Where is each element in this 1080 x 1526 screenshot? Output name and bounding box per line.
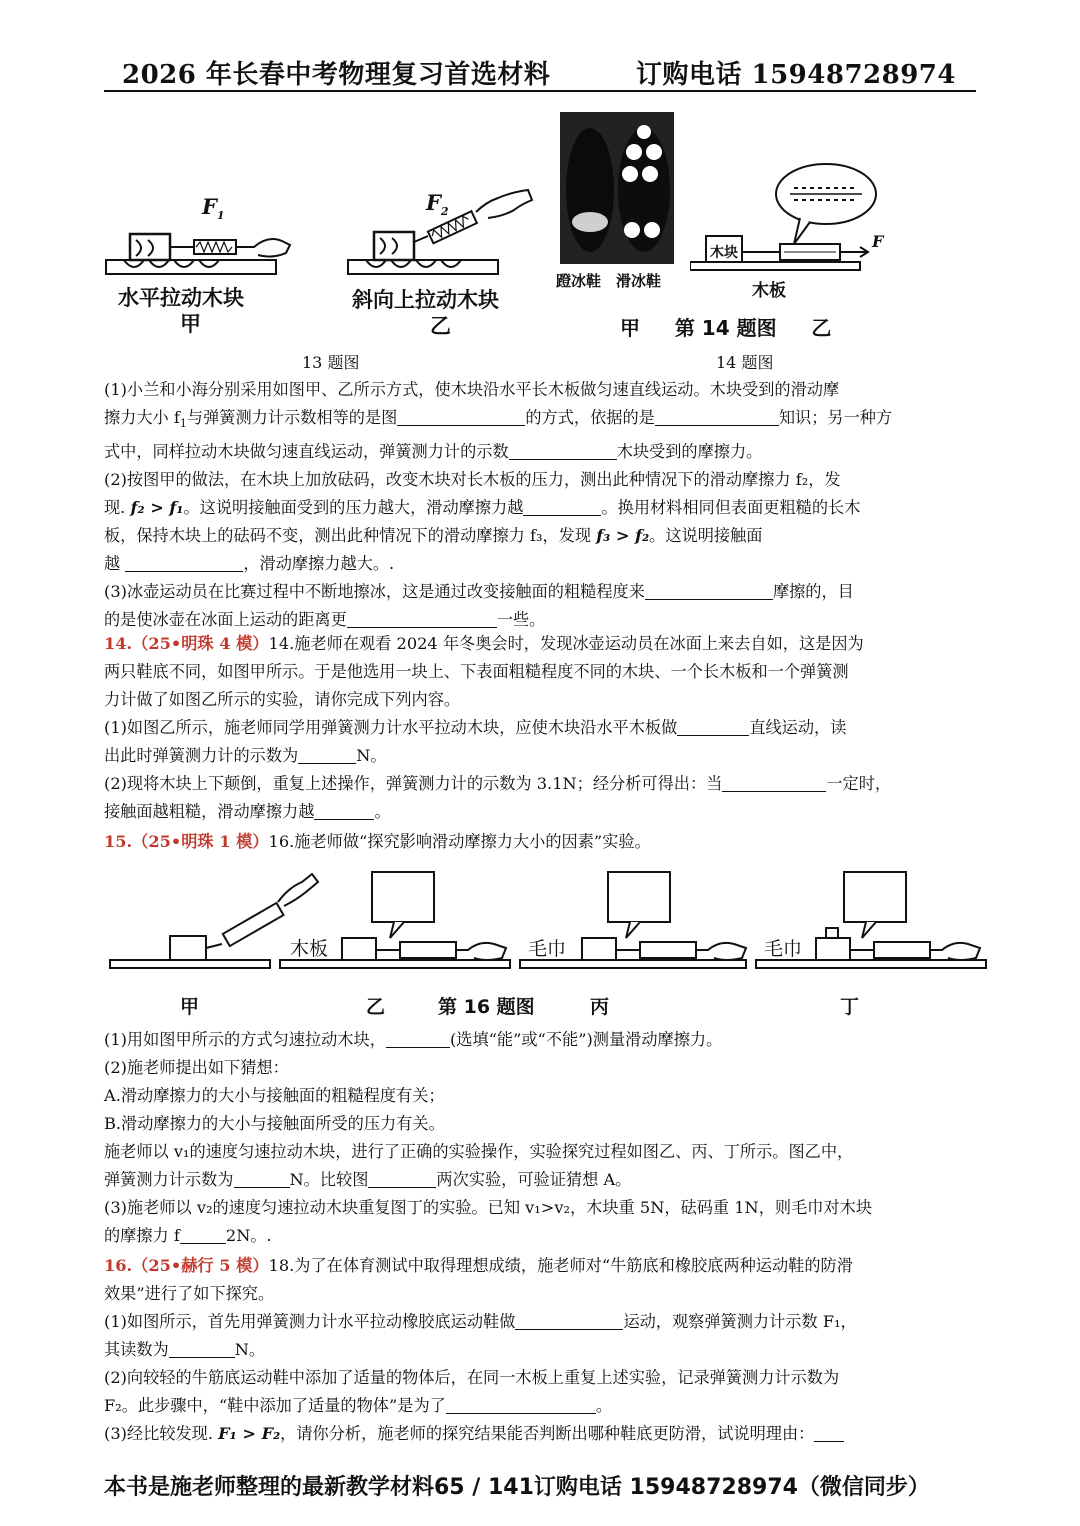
fig13-f2-label: F [426,190,441,215]
fig13-yi [344,180,544,340]
q16-tag: 16.（25•赫行 5 模） [104,1256,269,1275]
q14-line-4: (1)如图乙所示，施老师同学用弹簧测力计水平拉动木块，应使木块沿水平木板做 直线运动，读 [104,718,847,737]
blank[interactable] [677,717,749,736]
fig16-towel-label-1: 毛巾 [528,938,567,960]
blank[interactable] [722,773,826,792]
fig16-yi: 乙 [366,996,386,1018]
blank[interactable] [509,441,617,460]
fig16-drawing [104,864,990,984]
blank[interactable] [446,1395,596,1414]
q13-line-4: (2)按图甲的做法，在木块上加放砝码，改变木块对长木板的压力，测出此种情况下的滑动摩擦力 f₂，发 [104,470,841,490]
fig16-board-label: 木板 [290,938,329,960]
fig16 [104,864,990,1024]
q13-line-3: 式中，同样拉动木块做匀速直线运动，弹簧测力计的示数 木块受到的摩擦力。 [104,442,763,462]
q16-line-2: 效果”进行了如下探究。 [104,1284,275,1303]
q15-head [104,828,976,856]
blank[interactable] [368,1169,436,1188]
q16-line-6: F₂。此步骤中，“鞋中添加了适量的物体”是为了 。 [104,1396,613,1415]
q15-line-7: 弹簧测力计示数为 N。比较图 两次实验，可验证猜想 A。 [104,1170,632,1189]
fig14-jia-photo [560,112,674,264]
q14-line-6: (2)现将木块上下颠倒，重复上述操作，弹簧测力计的示数为 3.1N；经分析可得出：当 一定时， [104,774,892,793]
q16-line-5: (2)向较轻的牛筋底运动鞋中添加了适量的物体后，在同一木板上重复上述实验，记录弹簧测力计示数为 [104,1368,840,1387]
q13-line-1: (1)小兰和小海分别采用如图甲、乙所示方式，使木块沿水平长木板做匀速直线运动。木块受到的滑动摩 [104,380,840,399]
blank[interactable] [523,497,601,516]
q13-line-2: 擦力大小 $f_1$与弹簧测力计示数相等的是图 的方式，依据的是 知识；另一种方 [104,408,893,431]
q16-line-3: (1)如图所示，首先用弹簧测力计水平拉动橡胶底运动鞋做 运动，观察弹簧测力计示数 F₁， [104,1312,857,1331]
fig13-f2-sub: 2 [440,205,449,219]
q15-line-2: (1)用如图甲所示的方式匀速拉动木块， (选填“能”或“不能”)测量滑动摩擦力。 [104,1030,723,1049]
blank[interactable] [298,745,356,764]
fig14-caption: 14 题图 [716,353,774,372]
q13-line-9: 的是使冰壶在冰面上运动的距离更 一些。 [104,610,546,630]
blank[interactable] [347,609,497,628]
q16-line-7: (3)经比较发现. F₁ > F₂，请你分析，施老师的探究结果能否判断出哪种鞋底更防滑，试说明理由： [104,1420,976,1448]
fig13-sub-b: 乙 [430,314,451,338]
fig16-towel-label-2: 毛巾 [764,938,803,960]
q13-text [104,376,976,634]
q15-line-1: 15.（25•明珠 1 模）16.施老师做“探究影响滑动摩擦力大小的因素”实验。 [104,832,651,851]
q16-line-1: 16.（25•赫行 5 模）18.为了在体育测试中取得理想成绩，施老师对“牛筋底和橡胶底两种运动鞋的防滑 [104,1256,853,1275]
fig16-ding: 丁 [840,996,860,1018]
fig13-sub-a: 甲 [180,312,201,336]
q13-line-7: 越 ，滑动摩擦力越大。. [104,554,395,574]
q15-line-5: B.滑动摩擦力的大小与接触面所受的压力有关。 [104,1114,445,1133]
fig14-block-label: 木块 [710,245,738,261]
fig14-shoe-left: 蹬冰鞋 [556,272,602,290]
blank[interactable] [169,1339,235,1358]
fig14-shoes-drawing [560,112,674,264]
q16-line-4: 其读数为 N。 [104,1340,266,1359]
blank[interactable] [125,553,243,572]
q14-line-2: 两只鞋底不同，如图甲所示。于是他选用一块上、下表面粗糙程度不同的木块、一个长木板和一个弹簧测 [104,662,849,681]
fig13-f1-sub: 1 [216,209,225,223]
q13-line-5: 现. f₂ > f₁。这说明接触面受到的压力越大，滑动摩擦力越 。换用材料相同但表面更粗糙的长木 [104,498,861,518]
q15-line-4: A.滑动摩擦力的大小与接触面的粗糙程度有关； [104,1086,445,1105]
blank[interactable] [515,1311,623,1330]
page-header [104,50,976,92]
fig16-bing: 丙 [590,996,610,1018]
q14-line-3: 力计做了如图乙所示的实验，请你完成下列内容。 [104,690,461,709]
fig14-board-label: 木板 [752,281,786,301]
fig14-force-label: F [872,232,884,251]
page-footer: 本书是施老师整理的最新教学材料65 / 141订购电话 15948728974（微信同步） [104,1475,930,1500]
fig13-f1-label: F [202,194,217,219]
q16-text [104,1252,976,1448]
fig13-caption: 13 题图 [302,353,360,372]
blank[interactable] [645,581,773,600]
q14-line-7: 接触面越粗糙，滑动摩擦力越 。 [104,802,391,821]
fig14-shoe-right: 滑冰鞋 [616,272,662,290]
q14-line-1: 14.（25•明珠 4 模）14.施老师在观看 2024 年冬奥会时，发现冰壶运动员在冰面上来去自如，这是因为 [104,634,864,653]
fig13-label-b: 斜向上拉动木块 [352,288,499,312]
blank[interactable] [397,407,525,426]
q15-line-9: 的摩擦力 f 2N。. [104,1226,272,1245]
q15-line-6: 施老师以 v₁的速度匀速拉动木块，进行了正确的实验操作，实验探究过程如图乙、丙、丁所示。图乙中， [104,1142,854,1161]
fig14-title: 甲 第 14 题图 乙 [620,316,832,340]
fig16-title: 第 16 题图 [438,996,535,1018]
q15-tag: 15.（25•明珠 1 模） [104,832,269,851]
fig13-label-a: 水平拉动木块 [118,286,244,310]
q14-text [104,630,976,826]
q13-line-8: (3)冰壶运动员在比赛过程中不断地擦冰，这是通过改变接触面的粗糙程度来 摩擦的，目 [104,582,854,602]
blank[interactable] [386,1029,450,1048]
blank[interactable] [314,801,374,820]
q13-line-6: 板，保持木块上的砝码不变，测出此种情况下的滑动摩擦力 f₃，发现 f₃ > f₂。这说明接触面 [104,526,763,546]
blank[interactable] [655,407,779,426]
header-title: 2026 年长春中考物理复习首选材料 [122,60,551,90]
fig14-yi [690,158,890,308]
fig13-jia [104,190,304,340]
blank[interactable] [180,1225,226,1244]
header-phone: 订购电话 15948728974 [635,60,956,90]
q15-line-3: (2)施老师提出如下猜想： [104,1058,289,1077]
q15-text [104,1026,976,1250]
blank[interactable] [814,1423,844,1442]
q14-line-5: 出此时弹簧测力计的示数为 N。 [104,746,387,765]
q15-line-8: (3)施老师以 v₂的速度匀速拉动木块重复图丁的实验。已知 v₁>v₂，木块重 5N，砝码重 1N，则毛巾对木块 [104,1198,873,1217]
fig16-jia: 甲 [180,996,200,1018]
q14-tag: 14.（25•明珠 4 模） [104,634,269,653]
blank[interactable] [234,1169,290,1188]
